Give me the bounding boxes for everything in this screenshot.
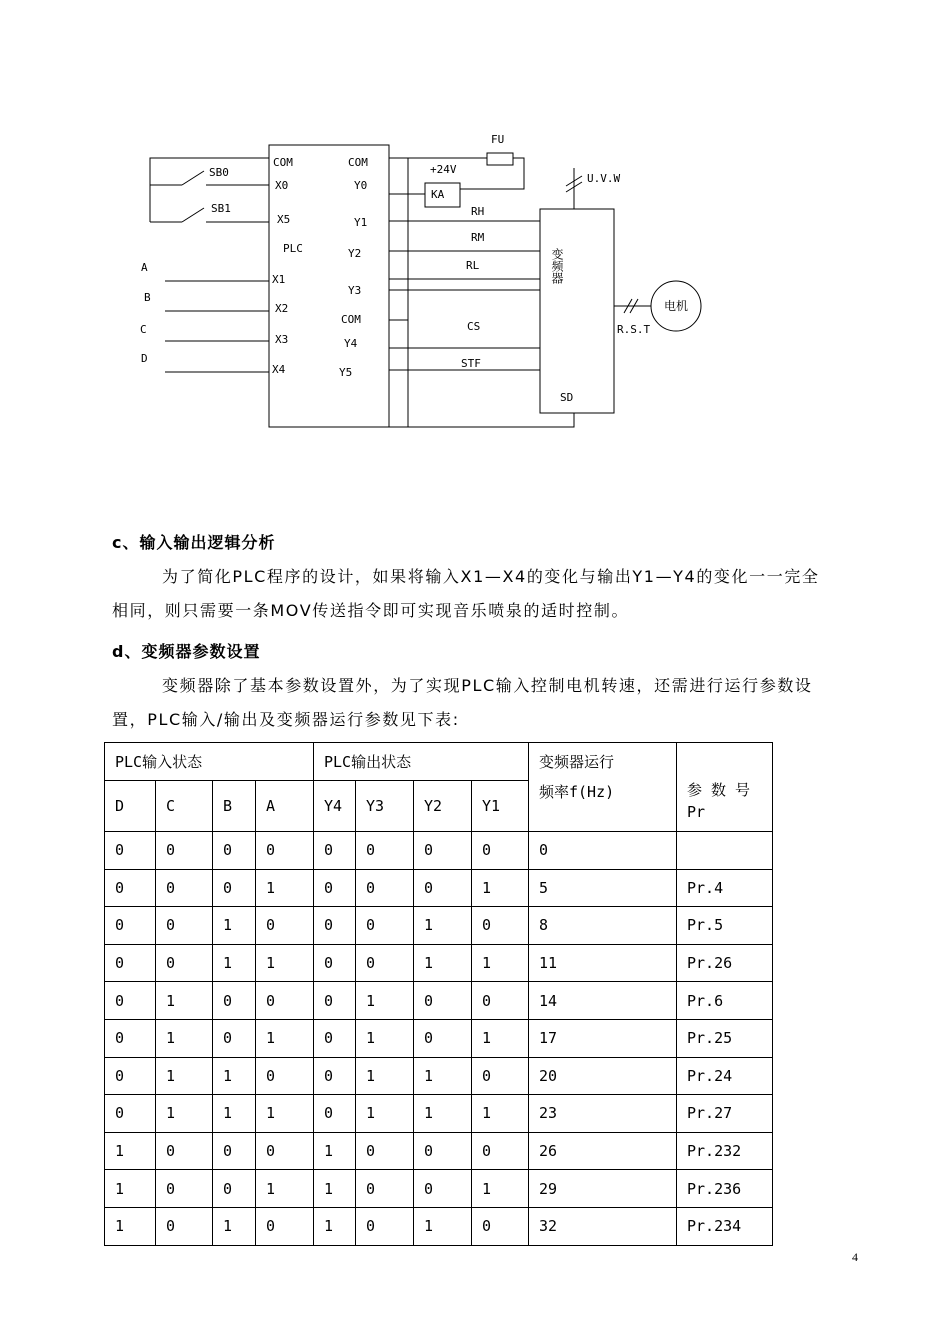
- table-cell: 1: [472, 1170, 529, 1208]
- table-cell: 0: [529, 832, 677, 870]
- table-cell: 0: [105, 832, 156, 870]
- section-d-line-1: 变频器除了基本参数设置外，为了实现PLC输入控制电机转速，还需进行运行参数设: [162, 676, 813, 695]
- table-cell: 1: [414, 1207, 472, 1245]
- table-cell: Pr.25: [677, 1019, 773, 1057]
- table-cell: 1: [472, 1019, 529, 1057]
- table-cell: Pr.24: [677, 1057, 773, 1095]
- table-cell: 0: [314, 1095, 356, 1133]
- table-cell: 0: [356, 869, 414, 907]
- table-cell: 1: [256, 1170, 314, 1208]
- table-cell: 0: [472, 1132, 529, 1170]
- supply-label: +24V: [430, 163, 457, 176]
- table-cell: 0: [356, 1170, 414, 1208]
- switch-sb0: SB0: [209, 166, 229, 179]
- table-cell: 0: [156, 832, 213, 870]
- table-cell: 0: [256, 1057, 314, 1095]
- page-number: 4: [852, 1250, 858, 1264]
- table-cell: Pr.236: [677, 1170, 773, 1208]
- col-b: B: [213, 781, 256, 832]
- plc-y3: Y3: [348, 284, 362, 297]
- table-cell: 1: [213, 1095, 256, 1133]
- section-c-paragraph: [112, 560, 862, 628]
- table-cell: 0: [414, 1132, 472, 1170]
- table-cell: 1: [356, 1095, 414, 1133]
- table-cell: 14: [529, 982, 677, 1020]
- plc-y1: Y1: [354, 216, 368, 229]
- signal-rh: RH: [471, 205, 485, 218]
- table-cell: 0: [314, 907, 356, 945]
- fuse-label: FU: [491, 133, 505, 146]
- table-cell: 0: [256, 832, 314, 870]
- table-cell: 1: [256, 1019, 314, 1057]
- table-cell: 0: [156, 944, 213, 982]
- table-cell: 0: [156, 1207, 213, 1245]
- table-cell: Pr.4: [677, 869, 773, 907]
- uvw-label: U.V.W: [587, 172, 621, 185]
- table-cell: 0: [105, 869, 156, 907]
- table-cell: 0: [213, 869, 256, 907]
- signal-sd: SD: [560, 391, 574, 404]
- plc-y2: Y2: [348, 247, 362, 260]
- table-cell: Pr.232: [677, 1132, 773, 1170]
- table-cell: 0: [314, 1019, 356, 1057]
- table-row: [105, 1132, 773, 1170]
- table-cell: 0: [314, 944, 356, 982]
- table-row: [105, 1170, 773, 1208]
- table-cell: 0: [105, 1057, 156, 1095]
- signal-rm: RM: [471, 231, 485, 244]
- table-cell: 1: [256, 869, 314, 907]
- plc-x0: X0: [275, 179, 289, 192]
- table-cell: 1: [213, 1057, 256, 1095]
- parameter-table: [104, 742, 773, 1246]
- inverter-label: 变频器: [550, 248, 564, 284]
- fuse-symbol: [487, 153, 513, 165]
- table-row: [105, 1207, 773, 1245]
- table-cell: 0: [472, 832, 529, 870]
- input-label-a: A: [141, 261, 148, 274]
- table-cell: 1: [414, 944, 472, 982]
- table-cell: 0: [156, 869, 213, 907]
- table-cell: Pr.234: [677, 1207, 773, 1245]
- table-cell: 0: [414, 869, 472, 907]
- table-cell: 0: [314, 869, 356, 907]
- signal-rl: RL: [466, 259, 480, 272]
- table-cell: 0: [256, 1207, 314, 1245]
- table-cell: 0: [105, 907, 156, 945]
- header-parameter: [677, 743, 773, 832]
- table-cell: Pr.5: [677, 907, 773, 945]
- table-cell: 0: [156, 1132, 213, 1170]
- table-cell: 1: [414, 1057, 472, 1095]
- header-frequency: [529, 743, 677, 832]
- table-cell: 0: [213, 832, 256, 870]
- table-cell: Pr.27: [677, 1095, 773, 1133]
- table-cell: Pr.26: [677, 944, 773, 982]
- col-y3: Y3: [356, 781, 414, 832]
- section-c-heading: c、输入输出逻辑分析: [112, 533, 276, 552]
- input-label-c: C: [140, 323, 147, 336]
- table-cell: 0: [356, 1207, 414, 1245]
- signal-stf: STF: [461, 357, 481, 370]
- table-cell: 0: [356, 944, 414, 982]
- table-cell: 0: [156, 907, 213, 945]
- input-label-b: B: [144, 291, 151, 304]
- table-cell: 0: [314, 982, 356, 1020]
- table-cell: 0: [414, 982, 472, 1020]
- table-cell: 1: [356, 1019, 414, 1057]
- table-row: [105, 832, 773, 870]
- plc-x4: X4: [272, 363, 286, 376]
- header-plc-output: PLC输出状态: [314, 743, 529, 781]
- table-cell: 1: [213, 944, 256, 982]
- table-cell: 0: [256, 907, 314, 945]
- col-y2: Y2: [414, 781, 472, 832]
- table-cell: 1: [105, 1207, 156, 1245]
- table-cell: 1: [356, 1057, 414, 1095]
- table-row: [105, 1057, 773, 1095]
- wiring-diagram: [0, 0, 950, 480]
- table-cell: 0: [213, 1132, 256, 1170]
- col-y1: Y1: [472, 781, 529, 832]
- plc-com-out1: COM: [348, 156, 368, 169]
- plc-com-out2: COM: [341, 313, 361, 326]
- table-cell: 1: [213, 907, 256, 945]
- col-a: A: [256, 781, 314, 832]
- table-cell: 0: [213, 1170, 256, 1208]
- plc-label: PLC: [283, 242, 303, 255]
- plc-y4: Y4: [344, 337, 358, 350]
- col-c: C: [156, 781, 213, 832]
- table-cell: 1: [314, 1207, 356, 1245]
- table-cell: 1: [156, 1057, 213, 1095]
- table-row: [105, 944, 773, 982]
- table-cell: 0: [472, 1207, 529, 1245]
- plc-x5: X5: [277, 213, 291, 226]
- table-cell: 0: [105, 944, 156, 982]
- header-plc-input: PLC输入状态: [105, 743, 314, 781]
- plc-y5: Y5: [339, 366, 353, 379]
- plc-x3: X3: [275, 333, 289, 346]
- header-frequency-line1: 变频器运行: [539, 753, 615, 771]
- section-d-heading: d、变频器参数设置: [112, 642, 261, 661]
- table-row: [105, 1019, 773, 1057]
- table-cell: 0: [105, 982, 156, 1020]
- table-cell: 0: [314, 832, 356, 870]
- table-cell: 1: [472, 944, 529, 982]
- section-d-paragraph: [112, 669, 862, 737]
- table-cell: 1: [156, 982, 213, 1020]
- table-cell: 1: [256, 1095, 314, 1133]
- table-cell: 0: [472, 907, 529, 945]
- table-cell: 8: [529, 907, 677, 945]
- input-label-d: D: [141, 352, 148, 365]
- table-cell: 1: [472, 869, 529, 907]
- table-cell: 0: [356, 1132, 414, 1170]
- table-row: [105, 1095, 773, 1133]
- table-cell: [677, 832, 773, 870]
- table-cell: 0: [213, 982, 256, 1020]
- section-c-line-1: 为了简化PLC程序的设计，如果将输入X1—X4的变化与输出Y1—Y4的变化一一完全: [162, 567, 820, 586]
- table-cell: 1: [156, 1019, 213, 1057]
- table-cell: 1: [414, 907, 472, 945]
- table-row: [105, 982, 773, 1020]
- table-cell: 0: [156, 1170, 213, 1208]
- signal-cs: CS: [467, 320, 481, 333]
- table-cell: 0: [256, 1132, 314, 1170]
- table-cell: 0: [472, 1057, 529, 1095]
- table-cell: 1: [105, 1170, 156, 1208]
- table-cell: 1: [213, 1207, 256, 1245]
- table-cell: 0: [314, 1057, 356, 1095]
- inverter-box: [540, 209, 614, 413]
- table-cell: 1: [314, 1170, 356, 1208]
- relay-label: KA: [431, 188, 445, 201]
- col-d: D: [105, 781, 156, 832]
- header-parameter-line2: Pr: [687, 803, 706, 821]
- table-cell: 1: [472, 1095, 529, 1133]
- table-row: [105, 907, 773, 945]
- motor-label: 电机: [664, 299, 689, 313]
- table-cell: 1: [156, 1095, 213, 1133]
- table-cell: 26: [529, 1132, 677, 1170]
- table-row: [105, 869, 773, 907]
- plc-x1: X1: [272, 273, 286, 286]
- col-y4: Y4: [314, 781, 356, 832]
- table-cell: 1: [314, 1132, 356, 1170]
- plc-com-in: COM: [273, 156, 293, 169]
- table-cell: 23: [529, 1095, 677, 1133]
- table-cell: 0: [414, 1170, 472, 1208]
- table-cell: 29: [529, 1170, 677, 1208]
- table-cell: 11: [529, 944, 677, 982]
- table-cell: 17: [529, 1019, 677, 1057]
- table-cell: 1: [356, 982, 414, 1020]
- table-cell: 1: [256, 944, 314, 982]
- table-cell: 0: [105, 1019, 156, 1057]
- table-cell: 0: [256, 982, 314, 1020]
- table-cell: 0: [213, 1019, 256, 1057]
- table-cell: 0: [356, 832, 414, 870]
- table-cell: 32: [529, 1207, 677, 1245]
- section-d-line-2: 置，PLC输入/输出及变频器运行参数见下表:: [112, 710, 460, 729]
- table-cell: 0: [472, 982, 529, 1020]
- table-cell: 1: [414, 1095, 472, 1133]
- table-cell: 0: [356, 907, 414, 945]
- section-c-line-2: 相同，则只需要一条MOV传送指令即可实现音乐喷泉的适时控制。: [112, 601, 630, 620]
- table-cell: 0: [414, 832, 472, 870]
- rst-label: R.S.T: [617, 323, 651, 336]
- table-cell: 1: [105, 1132, 156, 1170]
- header-parameter-line1: 参 数 号: [687, 781, 751, 799]
- plc-y0: Y0: [354, 179, 368, 192]
- table-cell: 0: [414, 1019, 472, 1057]
- switch-sb1: SB1: [211, 202, 231, 215]
- table-cell: 0: [105, 1095, 156, 1133]
- table-cell: Pr.6: [677, 982, 773, 1020]
- plc-x2: X2: [275, 302, 289, 315]
- header-frequency-line2: 频率f(Hz): [539, 783, 615, 801]
- table-cell: 20: [529, 1057, 677, 1095]
- table-cell: 5: [529, 869, 677, 907]
